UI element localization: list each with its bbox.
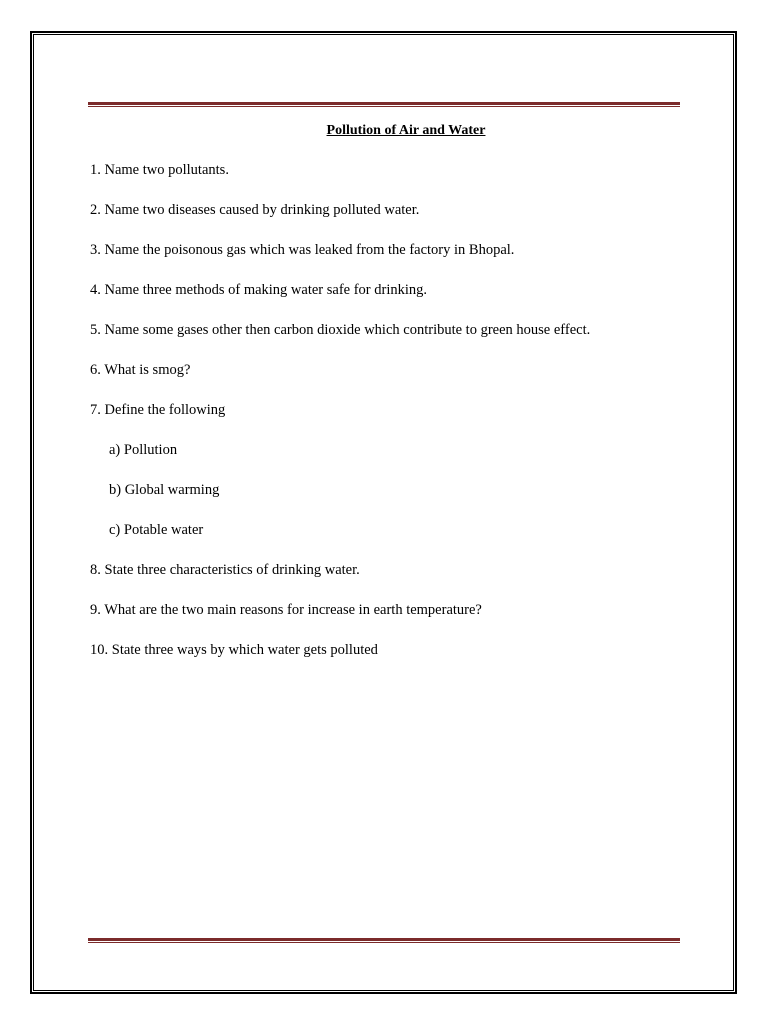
question-4: 4. Name three methods of making water safe for drinking.	[90, 282, 428, 298]
question-2: 2. Name two diseases caused by drinking polluted water.	[90, 202, 420, 218]
top-divider	[88, 102, 680, 108]
question-3: 3. Name the poisonous gas which was leaked from the factory in Bhopal.	[90, 242, 515, 258]
question-10: 10. State three ways by which water gets polluted	[90, 642, 378, 658]
question-5: 5. Name some gases other then carbon dioxide which contribute to green house effect.	[90, 322, 591, 338]
question-7: 7. Define the following	[90, 402, 226, 418]
question-6: 6. What is smog?	[90, 362, 191, 378]
question-list	[90, 160, 720, 680]
question-1: 1. Name two pollutants.	[90, 162, 229, 178]
question-8: 8. State three characteristics of drinking water.	[90, 562, 360, 578]
page-title: Pollution of Air and Water	[326, 123, 486, 138]
sub-item-b: b) Global warming	[109, 482, 220, 498]
sub-item-c: c) Potable water	[109, 522, 204, 538]
bottom-divider	[88, 938, 680, 944]
sub-item-a: a) Pollution	[109, 442, 178, 458]
question-9: 9. What are the two main reasons for increase in earth temperature?	[90, 602, 482, 618]
